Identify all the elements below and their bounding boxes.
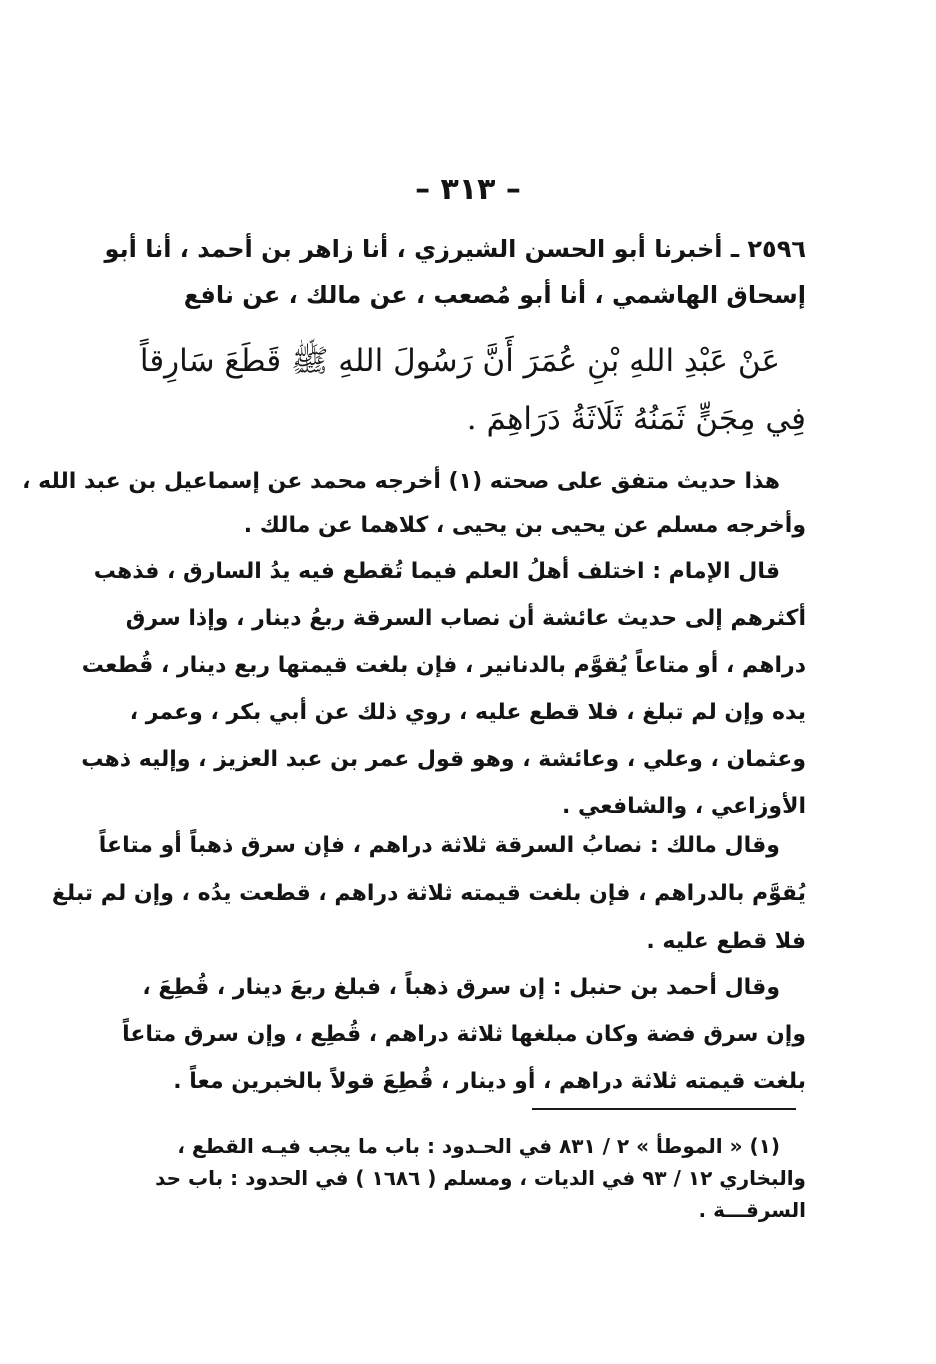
footnote-line: السرقـــة . — [698, 1198, 806, 1222]
commentary-paragraph-takhrij — [22, 460, 806, 548]
footnote-line: والبخاري ١٢ / ٩٣ في الديات ، ومسلم ( ١٦٨٦ ) في الحدود : باب حد — [155, 1166, 806, 1190]
commentary-line: بلغت قيمته ثلاثة دراهم ، أو دينار ، قُطِعَ قولاً بالخبرين معاً . — [173, 1069, 806, 1094]
page-number: – ٣١٣ – — [415, 172, 521, 207]
commentary-paragraph-imam — [81, 548, 806, 830]
isnad-line: ٢٥٩٦ ـ أخبرنا أبو الحسن الشيرزي ، أنا زاهر بن أحمد ، أنا أبو — [104, 235, 806, 263]
footnote-separator — [532, 1108, 796, 1110]
hadith-matn — [130, 332, 806, 448]
commentary-line: وقال أحمد بن حنبل : إن سرق ذهباً ، فبلغ ربعَ دينار ، قُطِعَ ، — [142, 975, 780, 1000]
commentary-paragraph-ahmad — [122, 964, 806, 1105]
footnote-line: (١) « الموطأ » ٢ / ٨٣١ في الحـدود : باب ما يجب فيـه القطع ، — [177, 1134, 780, 1158]
hadith-isnad — [104, 226, 806, 318]
footnotes — [130, 1130, 806, 1226]
matn-line: فِي مِجَنٍّ ثَمَنُهُ ثَلَاثَةُ دَرَاهِمَ . — [466, 401, 806, 437]
isnad-line: إسحاق الهاشمي ، أنا أبو مُصعب ، عن مالك ، عن نافع — [183, 281, 806, 309]
commentary-line: وأخرجه مسلم عن يحيى بن يحيى ، كلاهما عن مالك . — [243, 513, 806, 538]
commentary-paragraph-malik — [51, 822, 806, 966]
commentary-line: وإن سرق فضة وكان مبلغها ثلاثة دراهم ، قُطِع ، وإن سرق متاعاً — [122, 1022, 806, 1047]
commentary-line: فلا قطع عليه . — [646, 929, 806, 954]
commentary-line: هذا حديث متفق على صحته (١) أخرجه محمد عن إسماعيل بن عبد الله ، — [22, 469, 780, 494]
commentary-line: يُقوَّم بالدراهم ، فإن بلغت قيمته ثلاثة دراهم ، قطعت يدُه ، وإن لم تبلغ — [51, 881, 806, 906]
commentary-line: أكثرهم إلى حديث عائشة أن نصاب السرقة ربعُ دينار ، وإذا سرق — [125, 606, 806, 631]
commentary-line: وعثمان ، وعلي ، وعائشة ، وهو قول عمر بن عبد العزيز ، وإليه ذهب — [81, 747, 806, 772]
commentary-line: وقال مالك : نصابُ السرقة ثلاثة دراهم ، فإن سرق ذهباً أو متاعاً — [98, 833, 780, 858]
commentary-line: دراهم ، أو متاعاً يُقوَّم بالدنانير ، فإن بلغت قيمتها ربع دينار ، قُطعت — [81, 653, 806, 678]
commentary-line: قال الإمام : اختلف أهلُ العلم فيما تُقطع فيه يدُ السارق ، فذهب — [93, 559, 780, 584]
matn-line: عَنْ عَبْدِ اللهِ بْنِ عُمَرَ أَنَّ رَسُولَ اللهِ ﷺ قَطَعَ سَارِقاً — [139, 343, 780, 379]
commentary-line: يده وإن لم تبلغ ، فلا قطع عليه ، روي ذلك عن أبي بكر ، وعمر ، — [129, 700, 806, 725]
commentary-line: الأوزاعي ، والشافعي . — [562, 794, 806, 819]
